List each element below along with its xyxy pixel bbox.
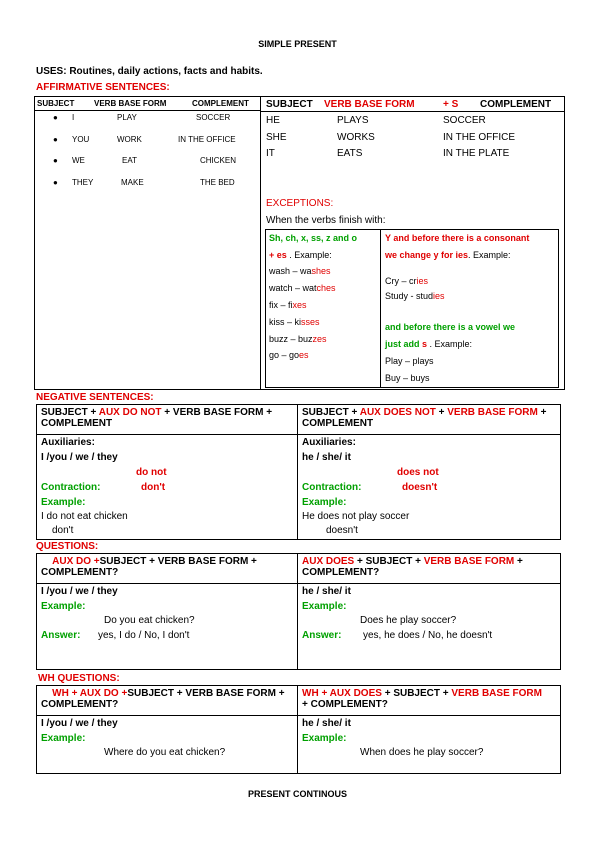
exc-right-example: . Example:	[468, 250, 511, 260]
exc-vowel-head: and before there is a vowel we	[385, 322, 516, 332]
divider	[297, 553, 298, 670]
aux-label: Auxiliaries:	[302, 437, 356, 448]
subjects: I /you / we / they	[41, 452, 118, 463]
formula-complement: COMPLEMENT	[41, 418, 113, 429]
formula-subject: SUBJECT	[41, 407, 88, 418]
questions-formula-left	[41, 556, 293, 578]
row-complement: IN THE OFFICE	[443, 132, 516, 143]
formula-subject: SUBJECT	[302, 407, 349, 418]
formula-mid: + SUBJECT +	[381, 688, 452, 699]
contraction-label: Contraction:	[302, 482, 362, 493]
divider	[36, 434, 561, 435]
example-sentence: Does he play soccer?	[360, 615, 457, 626]
example-contraction: don't	[52, 525, 74, 536]
formula-plus: +	[161, 407, 173, 418]
divider	[36, 715, 561, 716]
col-header-verb: VERB BASE FORM	[94, 99, 167, 108]
formula-plus: +	[537, 407, 547, 418]
negative-formula-left	[41, 407, 293, 429]
bullet: ●	[53, 113, 58, 122]
divider	[34, 110, 260, 111]
exc-right-head: Y and before there is a consonant	[385, 233, 530, 243]
row-subject: SHE	[266, 132, 287, 143]
col-header-complement: COMPLEMENT	[192, 99, 249, 108]
wh-heading: WH QUESTIONS:	[38, 673, 120, 684]
formula-aux: AUX DOES	[302, 556, 355, 567]
formula-complement: COMPLEMENT?	[41, 699, 119, 710]
col-header-subject: SUBJECT	[37, 99, 75, 108]
list-item	[269, 266, 331, 276]
formula-complement: COMPLEMENT?	[41, 567, 119, 578]
subjects: I /you / we / they	[41, 718, 118, 729]
next-section-title: PRESENT CONTINOUS	[247, 789, 347, 799]
exc-right-head2	[385, 250, 511, 260]
example-sentence: When does he play soccer?	[360, 747, 484, 758]
verb-ending: es	[299, 350, 309, 360]
formula-verb: VERB BASE FORM	[451, 688, 542, 699]
example-label: Example:	[302, 497, 347, 508]
row-subject: IT	[266, 148, 275, 159]
wh-formula-left	[41, 688, 293, 710]
contraction-value: don't	[141, 482, 166, 493]
formula-plus: +	[348, 407, 360, 418]
row-verb: PLAYS	[337, 115, 369, 126]
row-verb: WORKS	[337, 132, 375, 143]
example-sentence: Where do you eat chicken?	[104, 747, 226, 758]
formula-plus: +	[87, 407, 99, 418]
col-header-verb: VERB BASE FORM	[324, 99, 415, 110]
list-item: Play – plays	[385, 356, 434, 366]
wh-formula-right	[302, 688, 558, 710]
verb-base: kiss – ki	[269, 317, 302, 327]
verb-base: Cry – cr	[385, 276, 417, 286]
uses-line: USES: Routines, daily actions, facts and habits.	[36, 66, 263, 77]
questions-heading: QUESTIONS:	[36, 541, 99, 552]
formula-complement: COMPLEMENT	[302, 418, 374, 429]
list-item	[385, 276, 428, 286]
verb-ending: ches	[316, 283, 336, 293]
list-item-complement: SOCCER	[196, 113, 231, 122]
list-item-verb: WORK	[117, 135, 142, 144]
bullet: ●	[53, 178, 58, 187]
example-label: Example:	[302, 733, 347, 744]
example-sentence: Do you eat chicken?	[104, 615, 195, 626]
verb-ending: shes	[311, 266, 331, 276]
row-verb: EATS	[337, 148, 363, 159]
verb-base: Study - stud	[385, 291, 434, 301]
list-item-complement: IN THE OFFICE	[178, 135, 236, 144]
list-item	[269, 300, 307, 310]
subjects: he / she/ it	[302, 718, 351, 729]
divider	[297, 685, 298, 774]
exc-left-head2	[269, 250, 332, 260]
list-item-verb: PLAY	[117, 113, 137, 122]
formula-verb: VERB BASE FORM +	[172, 407, 273, 418]
answer-label: Answer:	[41, 630, 81, 641]
verb-ending: zes	[312, 334, 327, 344]
row-subject: HE	[266, 115, 280, 126]
exc-right-rule: we change y for ies	[385, 250, 469, 260]
exc-vowel-head2	[385, 339, 472, 349]
verb-base: go – go	[269, 350, 300, 360]
list-item-complement: THE BED	[200, 178, 235, 187]
formula-aux: AUX DO NOT	[98, 407, 162, 418]
formula-complement: + COMPLEMENT?	[302, 699, 388, 710]
list-item	[269, 334, 327, 344]
formula-mid: + SUBJECT +	[354, 556, 424, 567]
answer-text: yes, I do / No, I don't	[98, 630, 190, 641]
list-item-subject: I	[72, 113, 75, 122]
list-item-verb: EAT	[122, 156, 137, 165]
col-header-plus-s: + S	[443, 99, 459, 110]
example-sentence: I do not eat chicken	[41, 511, 128, 522]
list-item-subject: THEY	[72, 178, 94, 187]
list-item-complement: CHICKEN	[200, 156, 237, 165]
list-item	[269, 317, 320, 327]
exceptions-label: EXCEPTIONS:	[266, 198, 334, 209]
row-complement: SOCCER	[443, 115, 486, 126]
col-header-complement: COMPLEMENT	[480, 99, 552, 110]
formula-aux: AUX DOES NOT	[359, 407, 436, 418]
exc-vowel-s: s	[422, 339, 428, 349]
example-label: Example:	[41, 601, 86, 612]
list-item-verb: MAKE	[121, 178, 144, 187]
answer-label: Answer:	[302, 630, 342, 641]
answer-text: yes, he does / No, he doesn't	[363, 630, 493, 641]
formula-rest: SUBJECT + VERB BASE FORM +	[99, 556, 257, 567]
verb-ending: xes	[292, 300, 307, 310]
bullet: ●	[53, 135, 58, 144]
row-complement: IN THE PLATE	[443, 148, 510, 159]
affirmative-heading: AFFIRMATIVE SENTENCES:	[36, 82, 170, 93]
exc-left-head: Sh, ch, x, ss, z and o	[269, 233, 358, 243]
formula-plus: +	[514, 556, 523, 567]
list-item-subject: YOU	[72, 135, 90, 144]
contraction-value: doesn't	[402, 482, 438, 493]
subjects: he / she/ it	[302, 586, 351, 597]
divider	[260, 96, 261, 390]
negative-formula-right	[302, 407, 558, 429]
verb-base: wash – wa	[269, 266, 312, 276]
questions-formula-right	[302, 556, 558, 578]
subjects: he / she/ it	[302, 452, 351, 463]
example-label: Example:	[302, 601, 347, 612]
subjects: I /you / we / they	[41, 586, 118, 597]
list-item: Buy – buys	[385, 373, 430, 383]
aux-label: Auxiliaries:	[41, 437, 95, 448]
divider	[297, 404, 298, 540]
exc-vowel-example: . Example:	[427, 339, 473, 349]
formula-verb: VERB BASE FORM	[447, 407, 538, 418]
exc-left-es: + es	[269, 250, 287, 260]
formula-aux: AUX DO +	[52, 556, 100, 567]
list-item	[269, 283, 336, 293]
aux-value: does not	[397, 467, 439, 478]
exceptions-intro: When the verbs finish with:	[266, 215, 386, 226]
contraction-label: Contraction:	[41, 482, 101, 493]
verb-base: watch – wat	[269, 283, 317, 293]
divider	[260, 111, 565, 112]
formula-plus: +	[435, 407, 448, 418]
example-label: Example:	[41, 497, 86, 508]
formula-aux: WH + AUX DOES	[302, 688, 382, 699]
verb-ending: ies	[416, 276, 429, 286]
verb-base: fix – fi	[269, 300, 293, 310]
formula-rest: SUBJECT + VERB BASE FORM +	[127, 688, 285, 699]
exc-vowel-rule: just add	[385, 339, 423, 349]
list-item	[269, 350, 309, 360]
divider	[36, 583, 561, 584]
page-title: SIMPLE PRESENT	[258, 39, 337, 49]
exc-left-example: . Example:	[286, 250, 332, 260]
verb-ending: ies	[433, 291, 445, 301]
example-sentence: He does not play soccer	[302, 511, 410, 522]
example-contraction: doesn't	[326, 525, 358, 536]
col-header-subject: SUBJECT	[266, 99, 313, 110]
verb-base: buzz – buz	[269, 334, 313, 344]
formula-complement: COMPLEMENT?	[302, 567, 380, 578]
list-item-subject: WE	[72, 156, 85, 165]
verb-ending: sses	[301, 317, 320, 327]
example-label: Example:	[41, 733, 86, 744]
formula-aux: WH + AUX DO +	[52, 688, 128, 699]
formula-verb: VERB BASE FORM	[423, 556, 515, 567]
bullet: ●	[53, 156, 58, 165]
aux-value: do not	[136, 467, 167, 478]
divider	[380, 229, 381, 388]
negative-heading: NEGATIVE SENTENCES:	[36, 392, 154, 403]
list-item	[385, 291, 445, 301]
